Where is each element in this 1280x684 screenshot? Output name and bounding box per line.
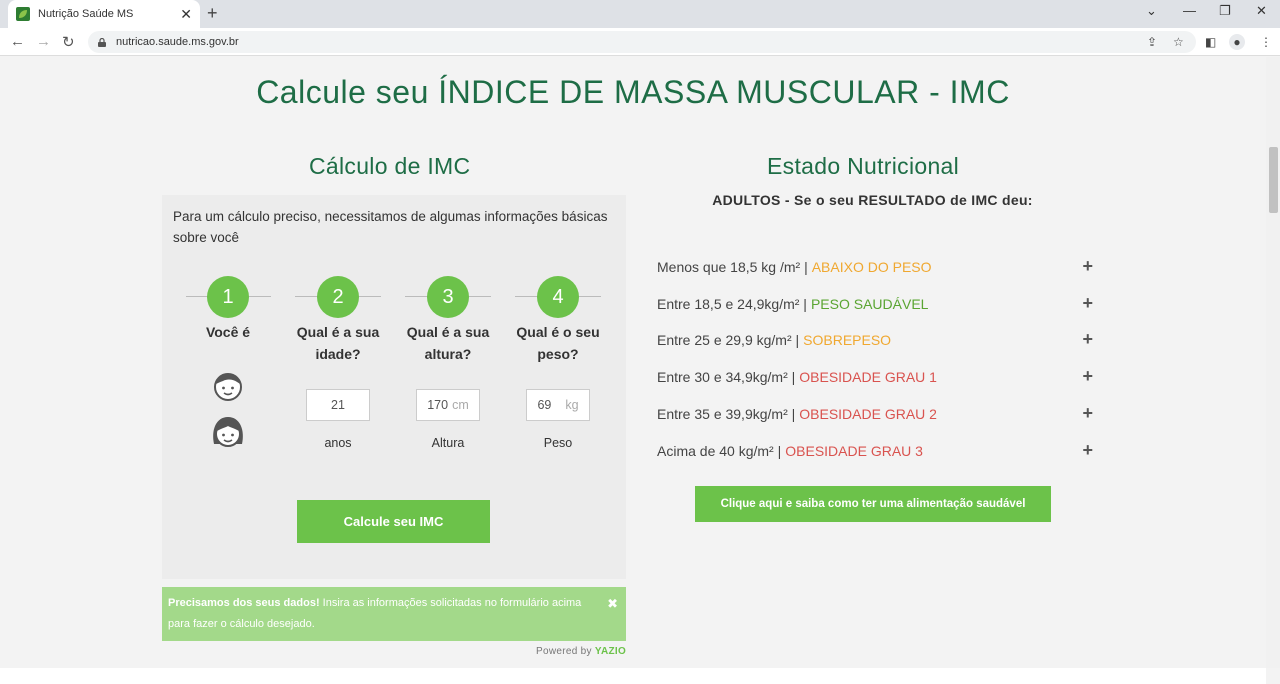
browser-tab-bar: [0, 0, 1280, 28]
age-input[interactable]: [306, 389, 370, 421]
nutrition-row[interactable]: [657, 441, 1093, 461]
footer-strip: [0, 668, 1266, 684]
age-value: 21: [331, 398, 345, 412]
expand-plus-icon[interactable]: +: [1082, 329, 1093, 350]
imc-range: Acima de 40 kg/m² |: [657, 442, 782, 459]
imc-classification: SOBREPESO: [803, 332, 892, 349]
nutrition-subtitle: ADULTOS - Se o seu RESULTADO de IMC deu:: [712, 192, 1033, 208]
imc-range: Entre 30 e 34,9kg/m² |: [657, 369, 796, 386]
expand-plus-icon[interactable]: +: [1082, 366, 1093, 387]
nutrition-row[interactable]: [657, 294, 1093, 314]
step-2-label: Qual é a sua idade?: [296, 324, 380, 362]
nutrition-row[interactable]: [657, 330, 1093, 350]
expand-plus-icon[interactable]: +: [1082, 292, 1093, 313]
step-1-badge: 1: [207, 276, 249, 318]
yazio-link[interactable]: YAZIO: [594, 646, 627, 657]
imc-range: Entre 35 e 39,9kg/m² |: [657, 405, 796, 422]
imc-classification: PESO SAUDÁVEL: [810, 295, 929, 312]
imc-classification: ABAIXO DO PESO: [811, 259, 932, 275]
step-1-label: Você é: [205, 324, 251, 340]
share-icon[interactable]: ⇪: [1147, 35, 1158, 49]
step-4-badge: 4: [537, 276, 579, 318]
height-unit-placeholder: cm: [452, 398, 469, 412]
new-tab-button[interactable]: +: [207, 3, 218, 23]
nutrition-title: Estado Nutricional: [767, 153, 960, 179]
alert-message: Insira as informações solicitadas no formulário acima para fazer o cálculo desejado.: [168, 597, 582, 630]
profile-icon[interactable]: ●: [1229, 34, 1245, 50]
healthy-eating-cta-button[interactable]: Clique aqui e saiba como ter uma alimentação saudável: [695, 486, 1051, 522]
age-unit-label: anos: [324, 436, 352, 450]
window-close-icon[interactable]: ✕: [1256, 3, 1267, 18]
expand-plus-icon[interactable]: +: [1082, 439, 1093, 460]
weight-input[interactable]: [526, 389, 590, 421]
close-alert-icon[interactable]: ✖: [607, 596, 618, 611]
minimize-icon[interactable]: —: [1183, 3, 1196, 18]
step-4-label: Qual é o seu peso?: [516, 324, 600, 362]
male-face-icon[interactable]: [213, 370, 243, 402]
bookmark-star-icon[interactable]: ☆: [1173, 35, 1184, 49]
step-3-badge: 3: [427, 276, 469, 318]
calculator-intro: Para um cálculo preciso, necessitamos de algumas informações básicas sobre você: [173, 209, 608, 245]
expand-plus-icon[interactable]: +: [1082, 402, 1093, 423]
browser-tab[interactable]: [8, 0, 200, 28]
weight-unit-placeholder: kg: [565, 398, 579, 412]
scrollbar-thumb[interactable]: [1269, 147, 1278, 213]
female-face-icon[interactable]: [210, 414, 246, 450]
leaf-icon: [16, 7, 30, 21]
nutrition-row[interactable]: [657, 404, 1093, 424]
url-field[interactable]: [88, 31, 1196, 53]
side-panel-icon[interactable]: ◧: [1205, 35, 1217, 49]
reload-icon[interactable]: ↻: [62, 34, 75, 51]
url-text: nutricao.saude.ms.gov.br: [116, 36, 239, 48]
weight-value: 69: [537, 398, 552, 412]
page-title: Calcule seu ÍNDICE DE MASSA MUSCULAR - IMC: [256, 74, 1010, 110]
address-bar: [0, 28, 1280, 56]
expand-plus-icon[interactable]: +: [1082, 256, 1093, 276]
powered-by: [536, 646, 626, 657]
imc-classification: OBESIDADE GRAU 1: [799, 369, 937, 386]
imc-range: Entre 25 e 29,9 kg/m² |: [657, 332, 800, 349]
nutrition-row[interactable]: [657, 367, 1093, 387]
imc-classification: OBESIDADE GRAU 2: [799, 405, 937, 422]
step-3-label: Qual é a sua altura?: [406, 324, 490, 362]
height-unit-label: Altura: [431, 436, 465, 450]
data-required-alert: [162, 587, 626, 641]
imc-range: Entre 18,5 e 24,9kg/m² |: [657, 295, 807, 312]
height-value: 170: [427, 398, 449, 412]
weight-unit-label: Peso: [543, 436, 573, 450]
tab-search-icon[interactable]: ⌄: [1146, 3, 1157, 18]
tab-title: Nutrição Saúde MS: [38, 8, 134, 20]
calculate-imc-button[interactable]: Calcule seu IMC: [297, 500, 490, 543]
calculator-title: Cálculo de IMC: [309, 153, 471, 179]
step-2-badge: 2: [317, 276, 359, 318]
imc-classification: OBESIDADE GRAU 3: [785, 442, 923, 459]
menu-icon[interactable]: ⋮: [1260, 35, 1272, 49]
nutrition-row[interactable]: [657, 257, 1093, 277]
forward-icon[interactable]: →: [36, 33, 51, 50]
restore-icon[interactable]: ❐: [1219, 3, 1231, 18]
close-tab-icon[interactable]: ✕: [180, 6, 192, 22]
powered-by-prefix: Powered by: [536, 646, 595, 657]
back-icon[interactable]: ←: [10, 33, 25, 50]
height-input[interactable]: [416, 389, 480, 421]
lock-icon: [98, 38, 106, 47]
alert-title: Precisamos dos seus dados!: [168, 597, 320, 609]
imc-range: Menos que 18,5 kg /m² |: [657, 259, 808, 275]
